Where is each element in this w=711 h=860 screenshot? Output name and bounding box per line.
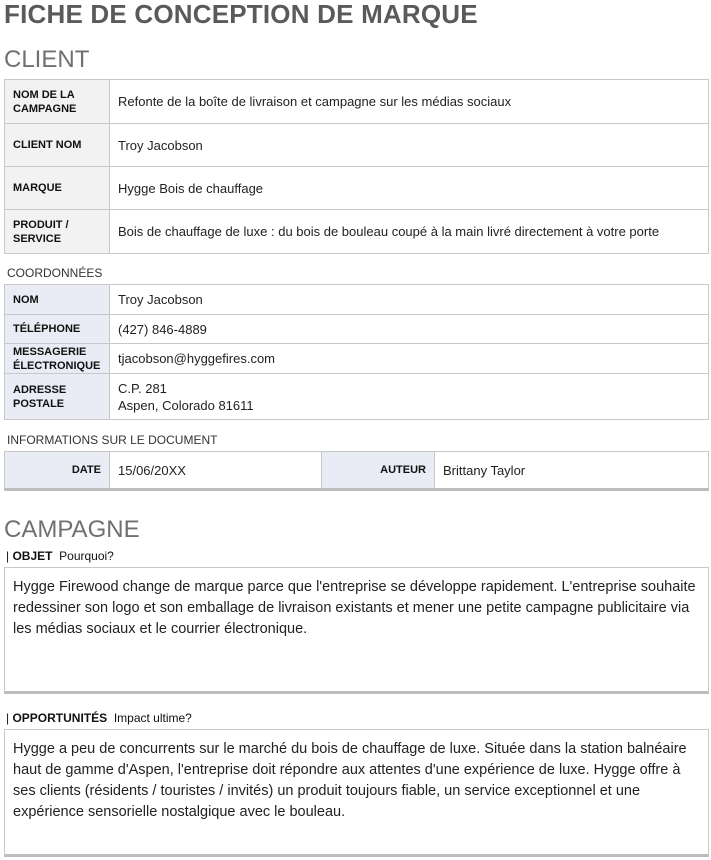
table-row: [5, 315, 709, 344]
opportunities-text-box: Hygge a peu de concurrents sur le marché du bois de chauffage de luxe. Située dans la station balnéaire haut de gamme d'Aspen, l'entreprise doit répondre aux attentes d'une expérience de luxe. Hygge offre à ses clients (résidents / touristes / invités) un produit toujours fiable, un service exceptionnel et une expérience sensorielle nostalgique avec le bouleau.: [4, 729, 709, 857]
campaign-name-value: Refonte de la boîte de livraison et campagne sur les médias sociaux: [110, 80, 709, 124]
postal-address-label: ADRESSE POSTALE: [5, 374, 110, 420]
client-name-label: CLIENT NOM: [5, 124, 110, 167]
campaign-name-label: NOM DE LA CAMPAGNE: [5, 80, 110, 124]
contact-section-title: COORDONNÉES: [7, 266, 103, 280]
objective-heading: | OBJET Pourquoi?: [6, 549, 114, 563]
objective-label: OBJET: [12, 549, 53, 563]
product-service-label: PRODUIT / SERVICE: [5, 210, 110, 254]
opportunities-heading: | OPPORTUNITÉS Impact ultime?: [6, 711, 192, 725]
opportunities-prompt: Impact ultime?: [113, 711, 192, 725]
client-section-title: CLIENT: [4, 46, 90, 73]
email-value[interactable]: tjacobson@hyggefires.com: [110, 344, 709, 374]
client-table: [4, 79, 709, 254]
table-row: [5, 374, 709, 420]
contact-name-value: Troy Jacobson: [110, 285, 709, 315]
email-label: MESSAGERIE ÉLECTRONIQUE: [5, 344, 110, 374]
author-value: Brittany Taylor: [435, 452, 709, 490]
table-row: [5, 167, 709, 210]
document-info-section-title: INFORMATIONS SUR LE DOCUMENT: [7, 433, 218, 447]
contact-table: [4, 284, 709, 420]
table-row: [5, 80, 709, 124]
brand-label: MARQUE: [5, 167, 110, 210]
phone-label: TÉLÉPHONE: [5, 315, 110, 344]
objective-prompt: Pourquoi?: [59, 549, 114, 563]
postal-address-value: [110, 374, 709, 420]
table-row: [5, 452, 709, 490]
date-label: DATE: [5, 452, 110, 490]
contact-name-label: NOM: [5, 285, 110, 315]
product-service-value: Bois de chauffage de luxe : du bois de bouleau coupé à la main livré directement à votre porte: [110, 210, 709, 254]
table-row: [5, 210, 709, 254]
author-label: AUTEUR: [322, 452, 435, 490]
phone-value: (427) 846-4889: [110, 315, 709, 344]
page-title: FICHE DE CONCEPTION DE MARQUE: [4, 0, 478, 29]
table-row: [5, 285, 709, 315]
postal-address-line-2: Aspen, Colorado 81611: [118, 397, 254, 413]
opportunities-label: OPPORTUNITÉS: [12, 711, 108, 725]
campaign-section-title: CAMPAGNE: [4, 516, 140, 543]
objective-text-box: Hygge Firewood change de marque parce que l'entreprise se développe rapidement. L'entreprise souhaite redessiner son logo et son emballage de livraison existants et mener une petite campagne publicitaire via les médias sociaux et le courrier électronique.: [4, 567, 709, 694]
brand-value: Hygge Bois de chauffage: [110, 167, 709, 210]
date-value: 15/06/20XX: [110, 452, 322, 490]
table-row: [5, 124, 709, 167]
table-row: [5, 344, 709, 374]
client-name-value: Troy Jacobson: [110, 124, 709, 167]
postal-address-line-1: C.P. 281: [118, 380, 167, 396]
document-info-table: [4, 451, 709, 491]
